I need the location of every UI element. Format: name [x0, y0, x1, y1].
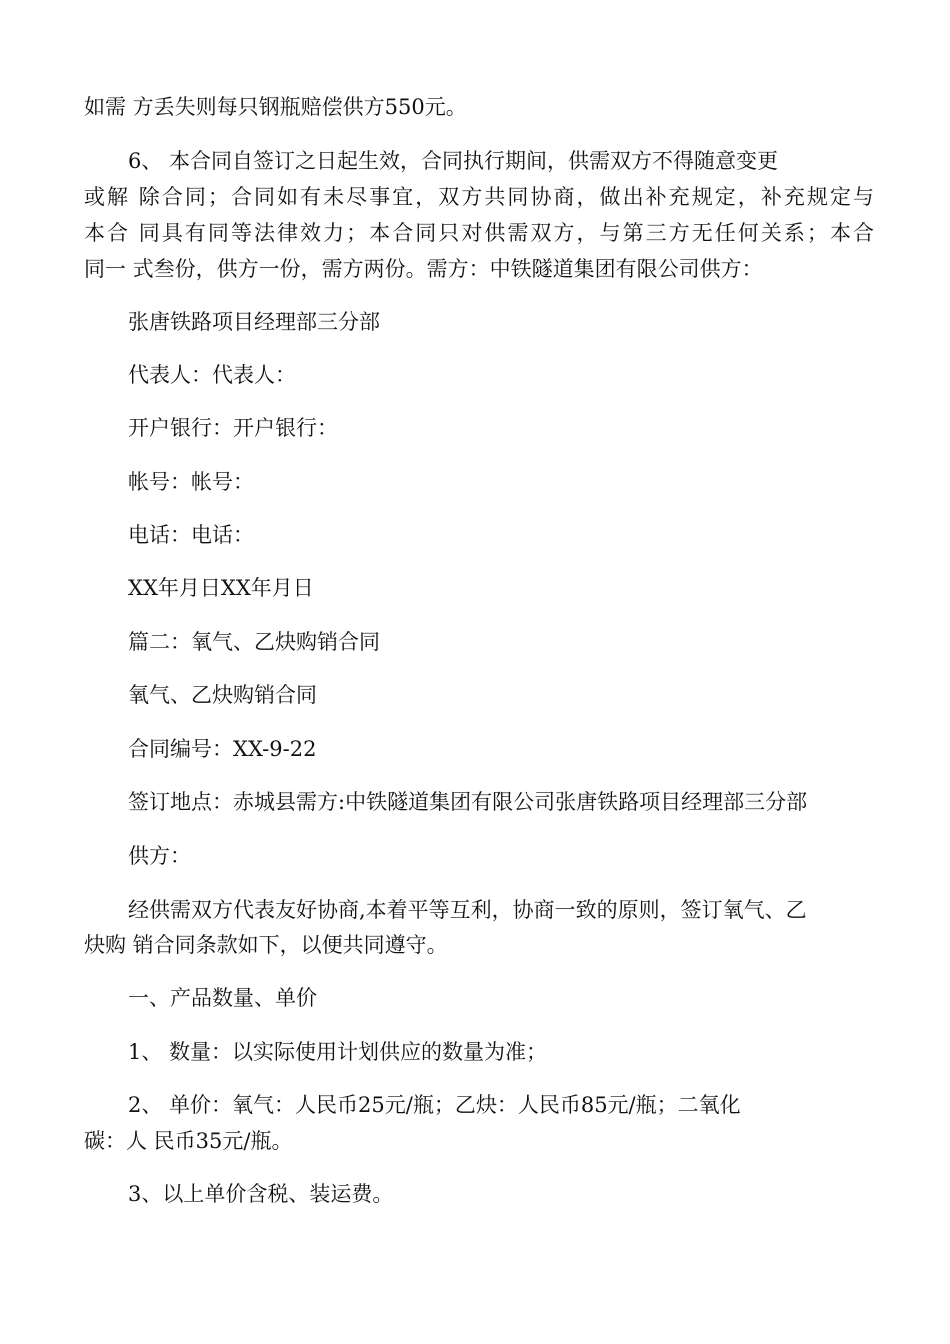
- text-line-phone: 电话：电话：: [128, 523, 254, 547]
- text-line-preamble: 经供需双方代表友好协商,本着平等互利，协商一致的原则，签订氧气、乙: [128, 898, 807, 922]
- text-line-contract-number: 合同编号：XX-9-22: [128, 737, 317, 761]
- text-line-account: 帐号：帐号：: [128, 470, 254, 494]
- text-line-preamble-cont: 炔购 销合同条款如下，以便共同遵守。: [84, 933, 448, 957]
- section-title-part-two: 篇二：氧气、乙炔购销合同: [128, 630, 380, 654]
- text-line-item-3: 3、以上单价含税、装运费。: [128, 1182, 394, 1206]
- text-line-project-dept: 张唐铁路项目经理部三分部: [128, 310, 380, 334]
- text-line-bank: 开户银行：开户银行：: [128, 416, 338, 440]
- text-line-supplier: 供方：: [128, 844, 191, 868]
- text-line-signing-place: 签订地点：赤城县需方:中铁隧道集团有限公司张唐铁路项目经理部三分部: [128, 790, 808, 814]
- text-line-cylinder-compensation: 如需 方丢失则每只钢瓶赔偿供方550元。: [84, 95, 467, 119]
- text-line-item-2-price-cont: 碳：人 民币35元/瓶。: [84, 1129, 293, 1153]
- text-line-date: XX年月日XX年月日: [128, 576, 314, 600]
- text-line-clause-6-cont-2: 本合 同具有同等法律效力；本合同只对供需双方，与第三方无任何关系；本合: [84, 221, 874, 245]
- text-line-item-1-quantity: 1、 数量：以实际使用计划供应的数量为准；: [128, 1040, 548, 1064]
- contract-title: 氧气、乙炔购销合同: [128, 683, 317, 707]
- section-heading-quantity-price: 一、产品数量、单价: [128, 986, 317, 1010]
- text-line-clause-6-cont-3: 同一 式叁份，供方一份，需方两份。需方：中铁隧道集团有限公司供方：: [84, 257, 763, 281]
- text-line-item-2-price: 2、 单价：氧气：人民币25元/瓶；乙炔：人民币85元/瓶；二氧化: [128, 1093, 741, 1117]
- text-line-clause-6: 6、 本合同自签订之日起生效，合同执行期间，供需双方不得随意变更: [128, 149, 779, 173]
- text-line-clause-6-cont-1: 或解 除合同；合同如有未尽事宜，双方共同协商，做出补充规定，补充规定与: [84, 185, 874, 209]
- text-line-representative: 代表人：代表人：: [128, 363, 296, 387]
